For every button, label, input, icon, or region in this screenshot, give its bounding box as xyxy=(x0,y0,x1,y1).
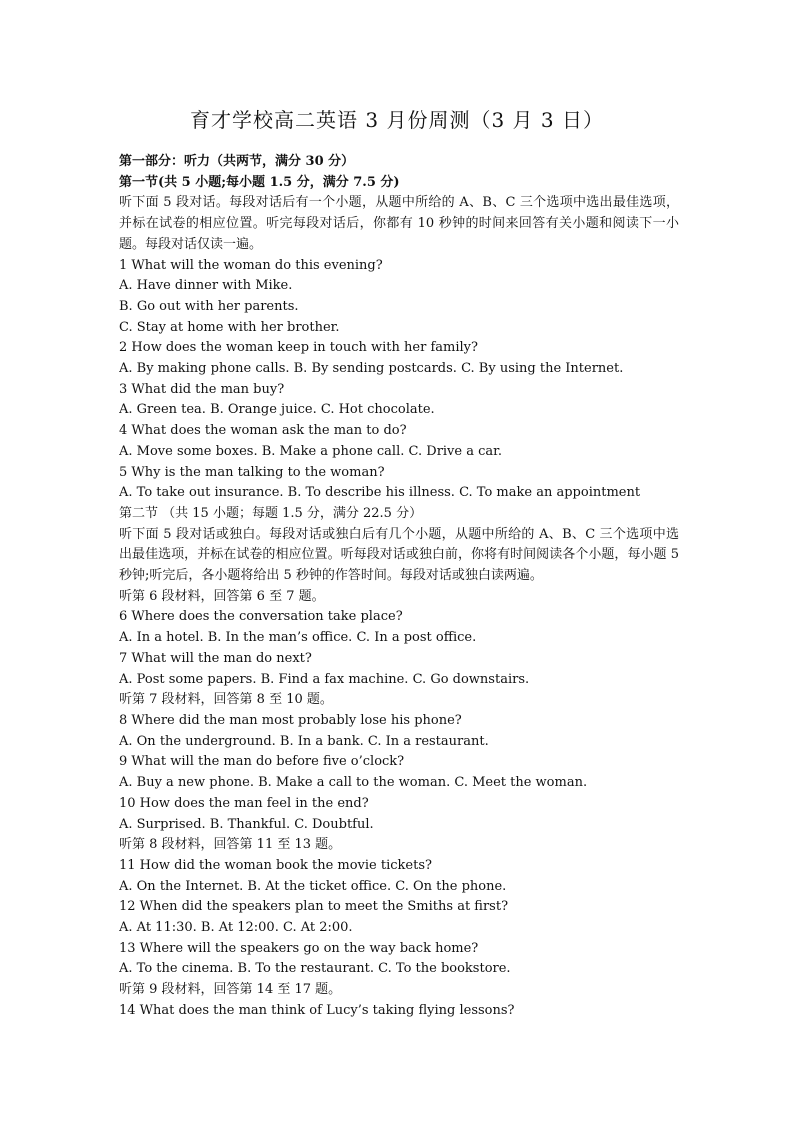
question-1-option-c: C. Stay at home with her brother. xyxy=(119,319,340,335)
question-4: 4 What does the woman ask the man to do? xyxy=(119,423,407,439)
material-6-heading: 听第 6 段材料，回答第 6 至 7 题。 xyxy=(119,588,325,604)
section-one-instructions: 听下面 5 段对话。每段对话后有一个小题，从题中所给的 A、B、C 三个选项中选出最佳选项，并标在试卷的相应位置。听完每段对话后，你都有 10 秒钟的时间来回答有关小题和阅读下一小题。每段对话仅读一遍。 xyxy=(119,195,679,252)
question-7: 7 What will the man do next? xyxy=(119,650,312,666)
question-8-options: A. On the underground. B. In a bank. C. In a restaurant. xyxy=(119,733,489,749)
question-11: 11 How did the woman book the movie tickets? xyxy=(119,857,432,873)
section-two-instructions: 听下面 5 段对话或独白。每段对话或独白后有几个小题，从题中所给的 A、B、C 三个选项中选出最佳选项，并标在试卷的相应位置。听每段对话或独白前，你将有时间阅读各个小题，每小题 5 秒钟;听完后，各小题将给出 5 秒钟的作答时间。每段对话或独白读两遍。 xyxy=(119,526,679,584)
question-13: 13 Where will the speakers go on the way back home? xyxy=(119,940,479,956)
question-8: 8 Where did the man most probably lose his phone? xyxy=(119,712,462,728)
question-5-options: A. To take out insurance. B. To describe his illness. C. To make an appointment xyxy=(119,485,641,501)
section-one-heading: 第一节(共 5 小题;每小题 1.5 分，满分 7.5 分) xyxy=(119,174,400,190)
question-1: 1 What will the woman do this evening? xyxy=(119,257,383,273)
question-9: 9 What will the man do before five o’clock? xyxy=(119,754,405,770)
question-13-options: A. To the cinema. B. To the restaurant. C. To the bookstore. xyxy=(119,961,511,977)
document-body xyxy=(119,152,679,1022)
question-3: 3 What did the man buy? xyxy=(119,381,285,397)
question-1-option-b: B. Go out with her parents. xyxy=(119,298,299,314)
question-2-options: A. By making phone calls. B. By sending postcards. C. By using the Internet. xyxy=(119,361,624,377)
material-7-heading: 听第 7 段材料，回答第 8 至 10 题。 xyxy=(119,692,333,708)
question-11-options: A. On the Internet. B. At the ticket office. C. On the phone. xyxy=(119,878,507,894)
material-8-heading: 听第 8 段材料，回答第 11 至 13 题。 xyxy=(119,837,342,853)
question-6: 6 Where does the conversation take place? xyxy=(119,609,403,625)
question-4-options: A. Move some boxes. B. Make a phone call. C. Drive a car. xyxy=(119,443,503,459)
section-two-heading: 第二节 （共 15 小题；每题 1.5 分，满分 22.5 分） xyxy=(119,505,423,521)
question-6-options: A. In a hotel. B. In the man’s office. C. In a post office. xyxy=(119,630,477,646)
question-1-option-a: A. Have dinner with Mike. xyxy=(119,278,293,294)
question-7-options: A. Post some papers. B. Find a fax machine. C. Go downstairs. xyxy=(119,671,530,687)
question-12: 12 When did the speakers plan to meet the Smiths at first? xyxy=(119,899,509,915)
part-one-heading: 第一部分：听力（共两节，满分 30 分） xyxy=(119,154,355,169)
page-title: 育才学校高二英语 3 月份周测（3 月 3 日） xyxy=(190,108,604,132)
question-14: 14 What does the man think of Lucy’s taking flying lessons? xyxy=(119,1002,515,1018)
question-2: 2 How does the woman keep in touch with her family? xyxy=(119,340,478,356)
material-9-heading: 听第 9 段材料，回答第 14 至 17 题。 xyxy=(119,982,342,998)
question-10: 10 How does the man feel in the end? xyxy=(119,795,369,811)
question-3-options: A. Green tea. B. Orange juice. C. Hot chocolate. xyxy=(119,402,435,418)
question-9-options: A. Buy a new phone. B. Make a call to the woman. C. Meet the woman. xyxy=(119,775,588,791)
question-12-options: A. At 11:30. B. At 12:00. C. At 2:00. xyxy=(119,920,353,936)
question-5: 5 Why is the man talking to the woman? xyxy=(119,464,385,480)
question-10-options: A. Surprised. B. Thankful. C. Doubtful. xyxy=(119,816,374,832)
